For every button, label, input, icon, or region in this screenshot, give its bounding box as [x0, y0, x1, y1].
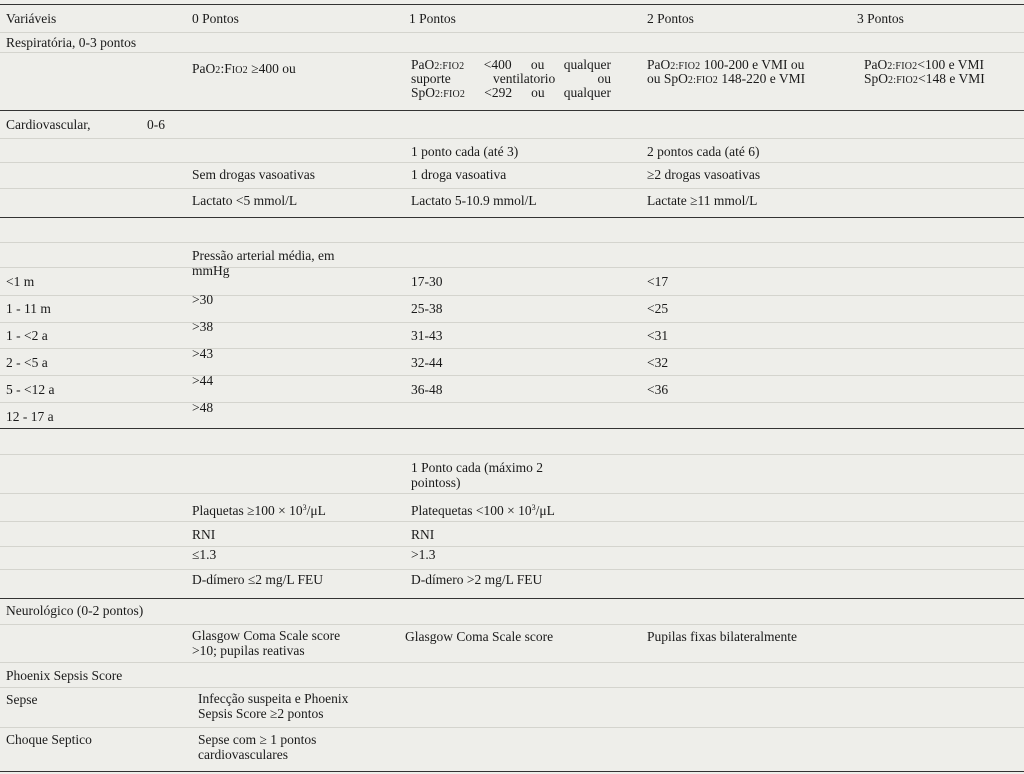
cardio-lactate-1: Lactato 5-10.9 mmol/L — [411, 193, 537, 208]
map-heading-line1: Pressão arterial média, em — [192, 248, 335, 263]
rule — [0, 624, 1024, 625]
rule-bottom — [0, 771, 1024, 772]
rule-top — [0, 4, 1024, 5]
coag-rni-0: RNI — [192, 527, 216, 542]
cardio-drugs-2: ≥2 drogas vasoativas — [647, 167, 761, 182]
map-age: 2 - <5 a — [6, 355, 48, 370]
rule — [0, 242, 1024, 243]
respiratory-2-pontos-line2: ou SpO2:FIO2 148-220 e VMI — [647, 71, 806, 86]
map-p0: >30 — [192, 292, 214, 307]
map-age: 1 - <2 a — [6, 328, 48, 343]
coag-rni-1: RNI — [411, 527, 435, 542]
rule — [0, 687, 1024, 688]
header-1-pontos: 1 Pontos — [409, 11, 456, 26]
map-p1: 32-44 — [411, 355, 443, 370]
coag-each-line2: pointoss) — [411, 475, 461, 490]
rule — [0, 188, 1024, 189]
respiratory-1-pontos-line2: suporte ventilatorio ou — [411, 71, 611, 86]
map-p1: 36-48 — [411, 382, 443, 397]
neuro-2: Pupilas fixas bilateralmente — [647, 629, 797, 644]
map-heading-line2: mmHg — [192, 263, 230, 278]
coag-platelets-0: Plaquetas $\ge 100 \times 10^3/\mu L$ — [192, 503, 326, 518]
rule — [0, 348, 1024, 349]
phoenix-sepse-def-line2: Sepsis Score ≥2 pontos — [198, 706, 324, 721]
rule-section — [0, 598, 1024, 599]
map-age: 12 - 17 a — [6, 409, 54, 424]
map-p0: >43 — [192, 346, 214, 361]
rule — [0, 267, 1024, 268]
map-p2: <17 — [647, 274, 669, 289]
map-p2: <32 — [647, 355, 669, 370]
rule — [0, 662, 1024, 663]
map-p2: <25 — [647, 301, 669, 316]
rule-section — [0, 428, 1024, 429]
respiratory-3-pontos-line2: SpO2:FIO2<148 e VMI — [864, 71, 985, 86]
header-0-pontos: 0 Pontos — [192, 11, 239, 26]
rule — [0, 322, 1024, 323]
phoenix-sepse-def-line1: Infecção suspeita e Phoenix — [198, 691, 349, 706]
phoenix-title: Phoenix Sepsis Score — [6, 668, 123, 683]
cardio-lactate-0: Lactato <5 mmol/L — [192, 193, 298, 208]
rule-section — [0, 217, 1024, 218]
rule-section — [0, 110, 1024, 111]
phoenix-choque-label: Choque Septico — [6, 732, 92, 747]
rule — [0, 32, 1024, 33]
coag-each-line1: 1 Ponto cada (máximo 2 — [411, 460, 543, 475]
cardio-each-1: 1 ponto cada (até 3) — [411, 144, 519, 159]
neuro-title: Neurológico (0-2 pontos) — [6, 603, 144, 618]
respiratory-2-pontos-line1: PaO2:FIO2 100-200 e VMI ou — [647, 57, 805, 72]
neuro-1: Glasgow Coma Scale score — [405, 629, 554, 644]
rule — [0, 569, 1024, 570]
phoenix-sepse-label: Sepse — [6, 692, 38, 707]
map-p2: <36 — [647, 382, 669, 397]
map-p1: 25-38 — [411, 301, 443, 316]
header-3-pontos: 3 Pontos — [857, 11, 904, 26]
cardio-drugs-1: 1 droga vasoativa — [411, 167, 507, 182]
map-p2: <31 — [647, 328, 669, 343]
map-p1: 31-43 — [411, 328, 443, 343]
coag-platelets-1: Platequetas $<100 \times 10^3/\mu L$ — [411, 503, 555, 518]
map-age: 5 - <12 a — [6, 382, 55, 397]
cardio-drugs-0: Sem drogas vasoativas — [192, 167, 315, 182]
rule — [0, 162, 1024, 163]
coag-ddimer-0: D-dímero ≤2 mg/L FEU — [192, 572, 324, 587]
rule — [0, 402, 1024, 403]
cardio-range: 0-6 — [147, 117, 165, 132]
rule — [0, 52, 1024, 53]
respiratory-3-pontos-line1: PaO2:FIO2<100 e VMI — [864, 57, 984, 72]
header-variables: Variáveis — [6, 11, 57, 26]
rule — [0, 493, 1024, 494]
rule — [0, 454, 1024, 455]
map-p0: >44 — [192, 373, 214, 388]
cardio-each-2: 2 pontos cada (até 6) — [647, 144, 760, 159]
rule — [0, 295, 1024, 296]
rule — [0, 546, 1024, 547]
rule — [0, 375, 1024, 376]
respiratory-0-pontos: PaO2:FIO2 ≥400 ou — [192, 61, 296, 76]
neuro-0-line2: >10; pupilas reativas — [192, 643, 305, 658]
respiratory-1-pontos-line1: PaO2:FIO2 <400 ou qualquer — [411, 57, 612, 72]
cardio-lactate-2: Lactate ≥11 mmol/L — [647, 193, 758, 208]
phoenix-choque-def-line2: cardiovasculares — [198, 747, 288, 762]
rule — [0, 727, 1024, 728]
rule — [0, 138, 1024, 139]
respiratory-title: Respiratória, 0-3 pontos — [6, 35, 137, 50]
map-p0: >38 — [192, 319, 214, 334]
phoenix-choque-def-line1: Sepse com ≥ 1 pontos — [198, 732, 317, 747]
rule — [0, 521, 1024, 522]
coag-ddimer-1: D-dímero >2 mg/L FEU — [411, 572, 543, 587]
respiratory-1-pontos-line3: SpO2:FIO2 <292 ou qualquer — [411, 85, 611, 100]
map-p1: 17-30 — [411, 274, 443, 289]
map-age: 1 - 11 m — [6, 301, 51, 316]
header-2-pontos: 2 Pontos — [647, 11, 694, 26]
neuro-0-line1: Glasgow Coma Scale score — [192, 628, 341, 643]
coag-rni-0-value: ≤1.3 — [192, 547, 217, 562]
coag-rni-1-value: >1.3 — [411, 547, 436, 562]
map-p0: >48 — [192, 400, 214, 415]
map-age: <1 m — [6, 274, 35, 289]
cardio-title: Cardiovascular, — [6, 117, 91, 132]
